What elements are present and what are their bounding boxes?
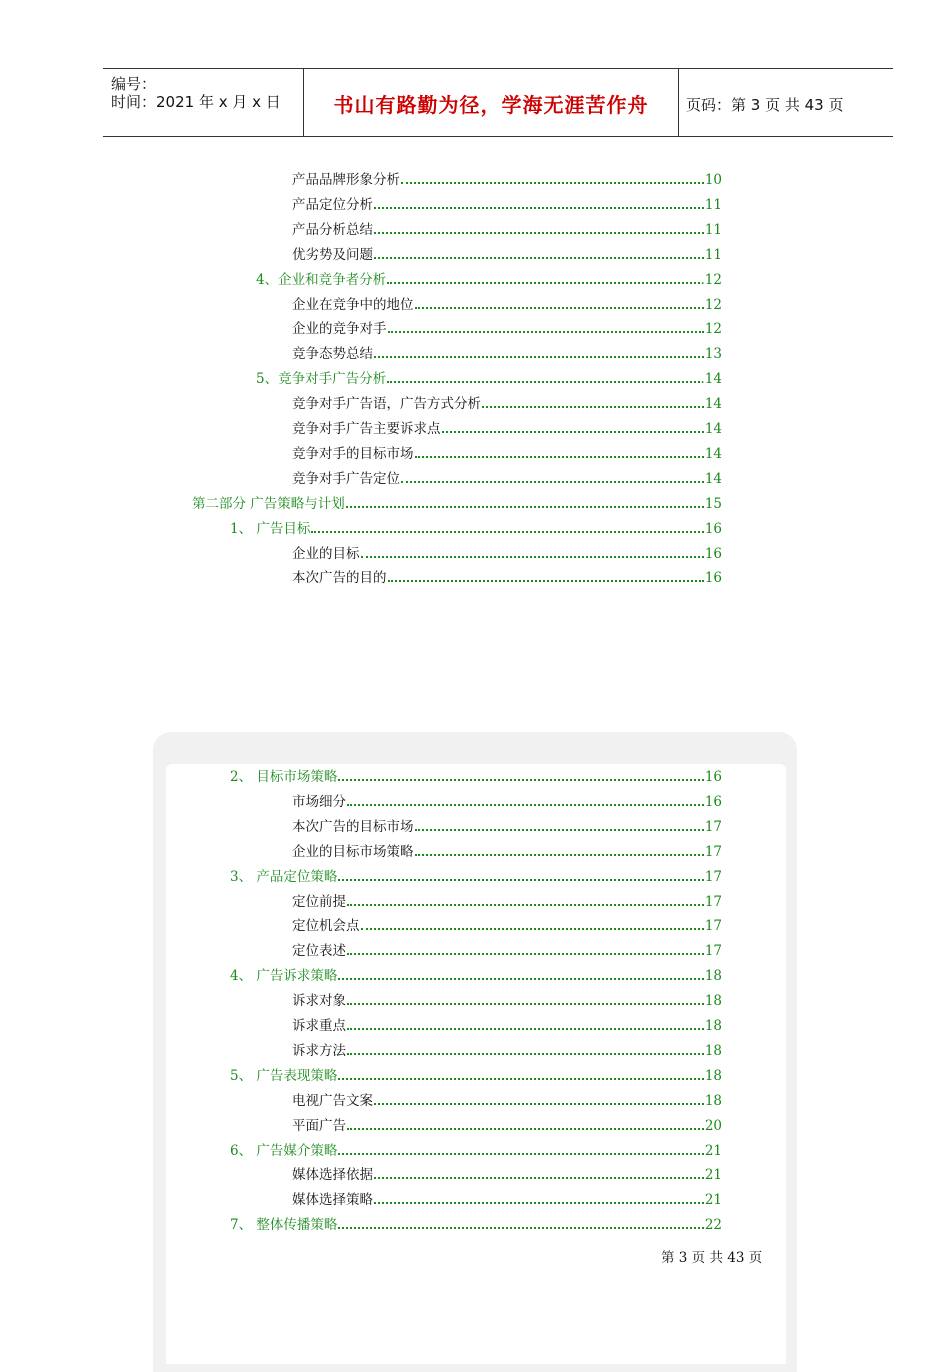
toc-leader-dots (311, 531, 703, 533)
toc-entry[interactable] (292, 544, 722, 564)
toc-entry-page: 18 (704, 1018, 722, 1034)
toc-leader-dots (338, 779, 703, 781)
toc-entry-page: 14 (704, 421, 722, 437)
toc-entry[interactable] (292, 892, 722, 912)
toc-entry-title: 媒体选择策略 (292, 1192, 373, 1209)
toc-entry-page: 17 (704, 918, 722, 935)
toc-leader-dots (401, 481, 704, 483)
toc-entry[interactable] (256, 270, 722, 290)
toc-entry-title: 1、 广告目标 (230, 520, 311, 537)
toc-leader-dots (347, 1003, 704, 1005)
toc-leader-dots (338, 1153, 703, 1155)
toc-entry-page: 14 (704, 445, 722, 462)
toc-entry[interactable] (292, 568, 722, 588)
toc-entry-title: 产品品牌形象分析 (292, 172, 400, 188)
toc-entry[interactable] (230, 966, 722, 986)
toc-entry-page: 14 (704, 470, 722, 487)
toc-entry[interactable] (192, 494, 722, 514)
toc-entry-title: 电视广告文案 (292, 1092, 373, 1109)
toc-entry[interactable] (292, 941, 722, 961)
toc-entry[interactable] (292, 1016, 722, 1036)
toc-entry-page: 16 (704, 570, 722, 587)
toc-entry-page: 11 (704, 221, 722, 238)
toc-leader-dots (374, 232, 704, 234)
toc-entry-title: 5、 广告表现策略 (230, 1067, 338, 1084)
toc-entry[interactable] (292, 1116, 722, 1136)
toc-entry-page: 16 (704, 769, 722, 785)
toc-entry-title: 第二部分 广告策略与计划 (192, 495, 345, 512)
toc-entry-title: 5、竞争对手广告分析 (256, 371, 387, 388)
toc-leader-dots (347, 1128, 704, 1130)
toc-entry[interactable] (292, 220, 722, 240)
toc-entry-page: 15 (704, 495, 722, 512)
toc-leader-dots (388, 580, 704, 582)
toc-entry-page: 17 (704, 818, 722, 835)
toc-leader-dots (374, 356, 704, 358)
toc-entry-title: 竞争对手广告语，广告方式分析 (292, 396, 481, 413)
toc-entry[interactable] (292, 295, 722, 315)
toc-entry-page: 20 (704, 1117, 722, 1134)
toc-entry-title: 定位表述 (292, 943, 346, 960)
toc-entry-title: 企业的目标市场策略 (292, 843, 414, 860)
toc-entry[interactable] (230, 1215, 722, 1235)
toc-entry-title: 定位机会点 (292, 918, 360, 935)
toc-entry-page: 18 (704, 993, 722, 1010)
toc-entry[interactable] (292, 991, 722, 1011)
toc-entry[interactable] (292, 245, 722, 265)
toc-entry-page: 21 (704, 1192, 722, 1209)
toc-entry-page: 11 (704, 196, 722, 213)
toc-leader-dots (442, 431, 704, 433)
toc-entry-title: 4、 广告诉求策略 (230, 968, 338, 985)
toc-entry-title: 6、 广告媒介策略 (230, 1142, 338, 1159)
toc-leader-dots (347, 953, 704, 955)
toc-leader-dots (374, 1202, 704, 1204)
toc-entry-title: 优劣势及问题 (292, 246, 373, 263)
toc-entry[interactable] (292, 344, 722, 364)
document-header (103, 68, 893, 137)
toc-entry-page: 22 (704, 1217, 722, 1234)
toc-entry-page: 17 (704, 868, 722, 885)
toc-entry-title: 竞争态势总结 (292, 346, 373, 363)
toc-entry-page: 14 (704, 396, 722, 413)
toc-entry-page: 18 (704, 1092, 722, 1109)
toc-entry[interactable] (292, 195, 722, 215)
toc-entry-page: 16 (704, 545, 722, 562)
toc-entry[interactable] (256, 369, 722, 389)
toc-leader-dots (415, 854, 704, 856)
toc-entry[interactable] (292, 792, 722, 812)
toc-entry[interactable] (292, 916, 722, 936)
toc-entry[interactable] (292, 1190, 722, 1210)
toc-entry-title: 平面广告 (292, 1117, 346, 1134)
toc-leader-dots (338, 1078, 703, 1080)
toc-entry[interactable] (230, 767, 722, 787)
toc-entry-page: 18 (704, 968, 722, 985)
toc-entry-title: 本次广告的目的 (292, 570, 387, 587)
toc-leader-dots (387, 282, 699, 284)
toc-leader-dots (374, 207, 704, 209)
toc-entry[interactable] (292, 419, 722, 439)
toc-leader-dots (338, 978, 703, 980)
toc-entry[interactable] (292, 1165, 722, 1185)
toc-entry-page: 18 (704, 1042, 722, 1059)
header-page-info: 页码：第 3 页 共 43 页 (686, 96, 844, 114)
header-motto: 书山有路勤为径，学海无涯苦作舟 (333, 93, 649, 117)
document-date: 时间：2021 年 x 月 x 日 (111, 93, 281, 111)
toc-entry[interactable] (230, 519, 722, 539)
toc-leader-dots (338, 879, 703, 881)
toc-entry-title: 企业的目标 (292, 545, 360, 562)
toc-entry-page: 18 (704, 1067, 722, 1084)
toc-entry[interactable] (292, 1041, 722, 1061)
toc-entry[interactable] (230, 1141, 722, 1161)
toc-entry-title: 媒体选择依据 (292, 1167, 373, 1184)
toc-entry-title: 市场细分 (292, 793, 346, 810)
toc-entry[interactable] (292, 170, 722, 190)
toc-leader-dots (347, 1028, 704, 1030)
toc-leader-dots (415, 307, 704, 309)
toc-entry[interactable] (292, 842, 722, 862)
toc-leader-dots (338, 1227, 703, 1229)
toc-entry[interactable] (292, 1091, 722, 1111)
header-meta-cell (103, 69, 303, 136)
toc-entry-title: 3、 产品定位策略 (230, 868, 338, 885)
toc-entry-title: 诉求对象 (292, 993, 346, 1010)
toc-entry[interactable] (292, 469, 722, 489)
toc-leader-dots (374, 1177, 704, 1179)
toc-entry-title: 本次广告的目标市场 (292, 818, 414, 835)
toc-entry-page: 16 (704, 793, 722, 810)
toc-entry-page: .12 (700, 271, 722, 288)
toc-leader-dots (361, 928, 704, 930)
toc-leader-dots (415, 829, 704, 831)
toc-leader-dots (374, 257, 704, 259)
toc-entry[interactable] (292, 444, 722, 464)
toc-leader-dots (347, 904, 704, 906)
page-footer: 第 3 页 共 43 页 (661, 1250, 763, 1266)
toc-entry-title: 定位前提 (292, 893, 346, 910)
toc-entry-page: .14 (700, 371, 722, 388)
toc-entry-title: 企业在竞争中的地位 (292, 296, 414, 313)
toc-leader-dots (347, 804, 704, 806)
toc-leader-dots (415, 456, 704, 458)
toc-entry-page: 12 (704, 321, 722, 338)
toc-entry[interactable] (292, 319, 722, 339)
toc-entry-title: 产品定位分析 (292, 196, 373, 213)
toc-entry-page: 17 (704, 843, 722, 860)
toc-entry-title: 企业的竞争对手 (292, 321, 387, 338)
toc-entry-title: 产品分析总结 (292, 221, 373, 238)
toc-entry-page: 17 (704, 943, 722, 960)
toc-entry-page: 17 (704, 893, 722, 910)
toc-entry-page: 13 (704, 346, 722, 363)
toc-entry-page: 12 (704, 296, 722, 313)
toc-entry-title: 4、企业和竞争者分析 (256, 271, 387, 288)
header-page-cell (678, 69, 893, 136)
toc-entry-title: 竞争对手的目标市场 (292, 445, 414, 462)
toc-entry-title: 7、 整体传播策略 (230, 1217, 338, 1234)
toc-entry[interactable] (292, 394, 722, 414)
toc-entry-page: 21 (704, 1167, 722, 1184)
toc-entry-page: 16 (704, 520, 722, 537)
toc-leader-dots (361, 556, 704, 558)
toc-leader-dots (347, 1053, 704, 1055)
toc-entry-title: 竞争对手广告主要诉求点 (292, 421, 441, 437)
toc-entry-title: 诉求重点 (292, 1018, 346, 1034)
toc-entry-title: 2、 目标市场策略 (230, 769, 338, 785)
header-motto-cell (303, 69, 679, 136)
toc-entry-title: 竞争对手广告定位 (292, 470, 400, 487)
toc-entry[interactable] (230, 867, 722, 887)
toc-entry-page: 10 (704, 172, 722, 188)
toc-entry-page: 21 (704, 1142, 722, 1159)
toc-entry-page: 11 (704, 246, 722, 263)
toc-entry[interactable] (292, 817, 722, 837)
toc-leader-dots (388, 331, 704, 333)
toc-leader-dots (401, 182, 704, 184)
toc-leader-dots (374, 1103, 704, 1105)
toc-leader-dots (482, 406, 704, 408)
document-number-label: 编号： (111, 75, 157, 93)
toc-entry-title: 诉求方法 (292, 1042, 346, 1059)
toc-leader-dots (346, 506, 704, 508)
toc-leader-dots (387, 381, 699, 383)
toc-entry[interactable] (230, 1066, 722, 1086)
